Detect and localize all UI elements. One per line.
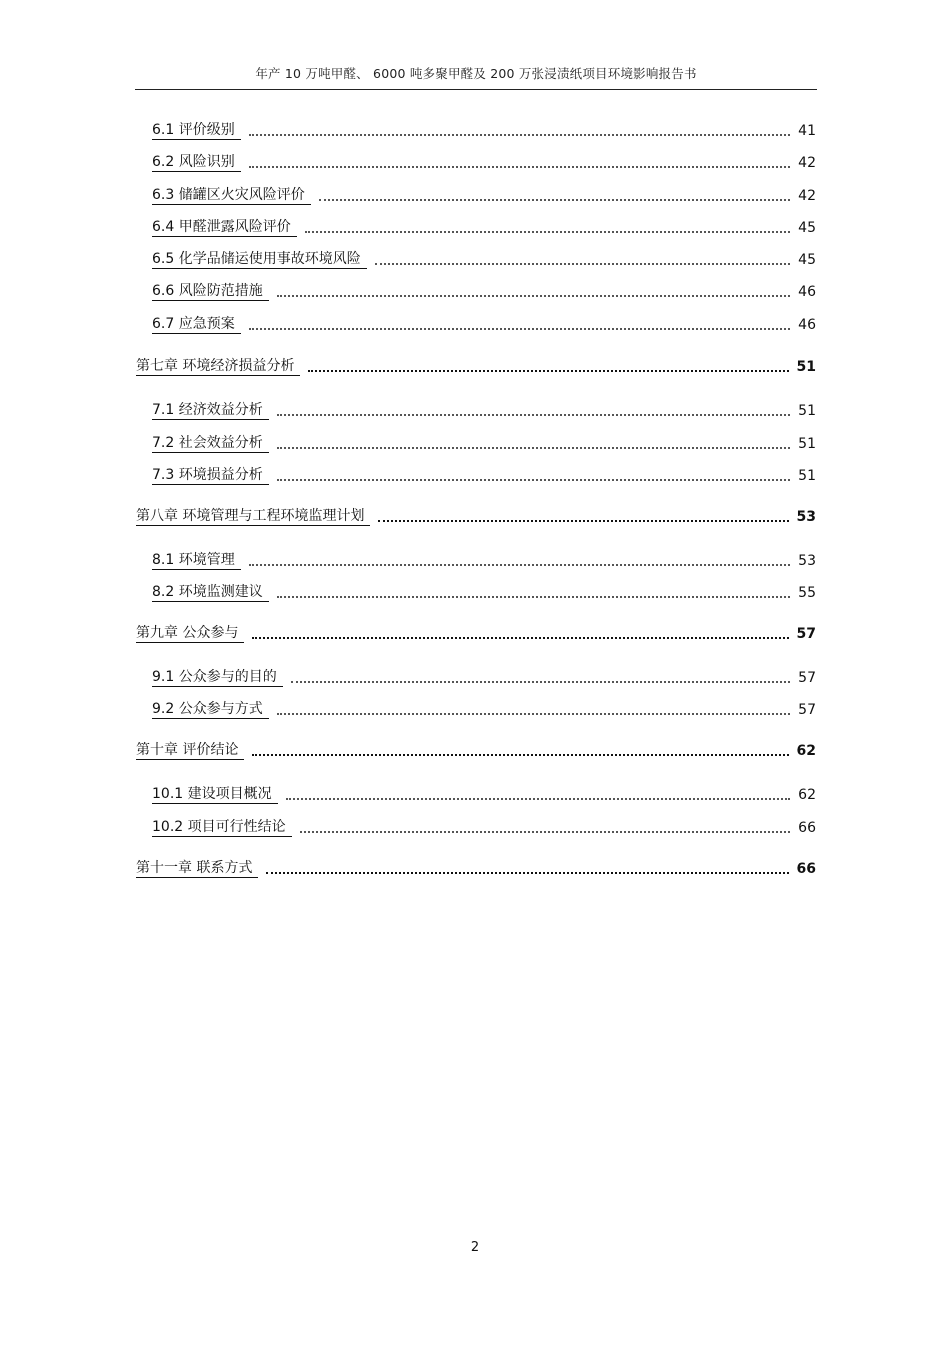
toc-entry-label[interactable]: 9.2 公众参与方式 <box>152 700 269 719</box>
dot-leader <box>378 520 788 522</box>
toc-chapter-9[interactable] <box>136 623 816 643</box>
dot-leader <box>277 447 790 449</box>
toc-chapter-11[interactable] <box>136 858 816 878</box>
toc-page-number: 62 <box>798 787 816 803</box>
toc-entry-6-3[interactable] <box>152 185 816 205</box>
toc-entry-7-1[interactable] <box>152 400 816 420</box>
toc-entry-label[interactable]: 6.7 应急预案 <box>152 315 241 334</box>
dot-leader <box>266 872 788 874</box>
toc-page-number: 45 <box>798 252 816 268</box>
toc-entry-label[interactable]: 7.1 经济效益分析 <box>152 401 269 420</box>
toc-entry-label[interactable]: 7.2 社会效益分析 <box>152 434 269 453</box>
toc-entry-9-1[interactable] <box>152 667 816 687</box>
dot-leader <box>277 713 790 715</box>
toc-page-number: 42 <box>798 188 816 204</box>
toc-entry-label[interactable]: 6.3 储罐区火灾风险评价 <box>152 186 311 205</box>
toc-entry-label[interactable]: 8.1 环境管理 <box>152 551 241 570</box>
dot-leader <box>252 754 788 756</box>
toc-entry-label[interactable]: 6.2 风险识别 <box>152 153 241 172</box>
dot-leader <box>249 328 790 330</box>
toc-page-number: 51 <box>798 403 816 419</box>
toc-chapter-8[interactable] <box>136 506 816 526</box>
dot-leader <box>305 231 790 233</box>
toc-page-number: 66 <box>796 861 816 877</box>
toc-entry-10-2[interactable] <box>152 817 816 837</box>
toc-page-number: 46 <box>798 284 816 300</box>
toc-entry-label[interactable]: 6.1 评价级别 <box>152 121 241 140</box>
toc-entry-label[interactable]: 9.1 公众参与的目的 <box>152 668 283 687</box>
toc-page-number: 57 <box>796 626 816 642</box>
toc-page-number: 57 <box>798 702 816 718</box>
toc-entry-6-2[interactable] <box>152 152 816 172</box>
dot-leader <box>277 295 790 297</box>
toc-page-number: 53 <box>796 509 816 525</box>
toc-entry-label[interactable]: 10.1 建设项目概况 <box>152 785 278 804</box>
toc-chapter-label[interactable]: 第十一章 联系方式 <box>136 859 258 878</box>
page-number: 2 <box>470 1240 480 1255</box>
toc-entry-label[interactable]: 6.6 风险防范措施 <box>152 282 269 301</box>
dot-leader <box>286 798 790 800</box>
dot-leader <box>291 681 790 683</box>
dot-leader <box>249 564 790 566</box>
toc-page-number: 46 <box>798 317 816 333</box>
toc-page-number: 66 <box>798 820 816 836</box>
toc-entry-8-1[interactable] <box>152 550 816 570</box>
toc-entry-6-5[interactable] <box>152 249 816 269</box>
toc-entry-label[interactable]: 7.3 环境损益分析 <box>152 466 269 485</box>
toc-page-number: 41 <box>798 123 816 139</box>
dot-leader <box>249 166 790 168</box>
toc-entry-label[interactable]: 10.2 项目可行性结论 <box>152 818 292 837</box>
running-header: 年产 10 万吨甲醛、 6000 吨多聚甲醛及 200 万张浸渍纸项目环境影响报告书 <box>255 66 697 81</box>
dot-leader <box>375 263 790 265</box>
toc-entry-10-1[interactable] <box>152 784 816 804</box>
toc-chapter-label[interactable]: 第七章 环境经济损益分析 <box>136 357 300 376</box>
toc-page-number: 51 <box>796 359 816 375</box>
toc-page-number: 51 <box>798 436 816 452</box>
toc-chapter-10[interactable] <box>136 740 816 760</box>
toc-entry-8-2[interactable] <box>152 582 816 602</box>
toc-entry-9-2[interactable] <box>152 699 816 719</box>
dot-leader <box>252 637 788 639</box>
toc-entry-label[interactable]: 6.4 甲醛泄露风险评价 <box>152 218 297 237</box>
toc-entry-6-4[interactable] <box>152 217 816 237</box>
toc-entry-6-6[interactable] <box>152 281 816 301</box>
toc-page-number: 55 <box>798 585 816 601</box>
toc-page-number: 57 <box>798 670 816 686</box>
toc-entry-7-3[interactable] <box>152 465 816 485</box>
toc-entry-label[interactable]: 6.5 化学品储运使用事故环境风险 <box>152 250 367 269</box>
toc-page-number: 51 <box>798 468 816 484</box>
toc-page-number: 62 <box>796 743 816 759</box>
toc-chapter-7[interactable] <box>136 356 816 376</box>
dot-leader <box>300 831 790 833</box>
dot-leader <box>308 370 788 372</box>
toc-entry-6-7[interactable] <box>152 314 816 334</box>
dot-leader <box>249 134 790 136</box>
dot-leader <box>277 596 790 598</box>
dot-leader <box>277 479 790 481</box>
dot-leader <box>277 414 790 416</box>
toc-entry-label[interactable]: 8.2 环境监测建议 <box>152 583 269 602</box>
toc-entry-7-2[interactable] <box>152 433 816 453</box>
toc-chapter-label[interactable]: 第十章 评价结论 <box>136 741 244 760</box>
toc-page-number: 53 <box>798 553 816 569</box>
toc-chapter-label[interactable]: 第九章 公众参与 <box>136 624 244 643</box>
toc-entry-6-1[interactable] <box>152 120 816 140</box>
toc-page-number: 45 <box>798 220 816 236</box>
toc-page-number: 42 <box>798 155 816 171</box>
toc-chapter-label[interactable]: 第八章 环境管理与工程环境监理计划 <box>136 507 370 526</box>
dot-leader <box>319 199 790 201</box>
